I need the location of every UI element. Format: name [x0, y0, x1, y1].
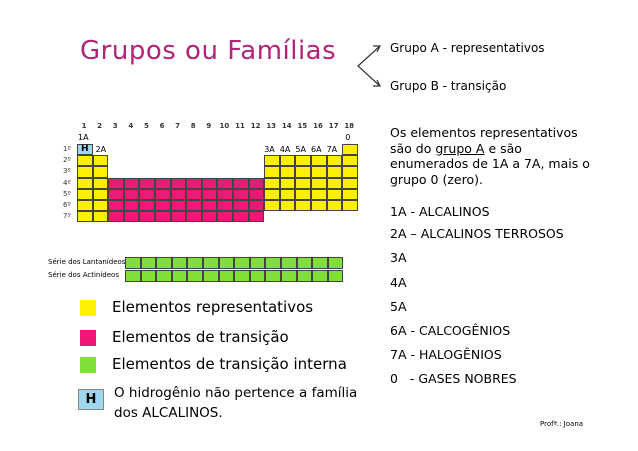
inner-transition-cell — [172, 257, 188, 269]
column-number: 18 — [344, 122, 355, 130]
element-cell — [108, 178, 124, 189]
element-cell — [77, 200, 93, 211]
element-cell — [264, 200, 280, 211]
element-cell — [217, 189, 233, 200]
inner-transition-cell — [234, 257, 250, 269]
inner-transition-cell — [281, 270, 297, 282]
inner-transition-cell — [141, 270, 157, 282]
element-cell — [342, 144, 358, 155]
column-number: 14 — [281, 122, 292, 130]
row-label: 7º — [63, 212, 71, 221]
element-cell — [155, 189, 171, 200]
element-cell — [171, 189, 187, 200]
family-item-6a: 6A - CALCOGÊNIOS — [390, 323, 511, 338]
element-cell — [327, 178, 343, 189]
legend-swatch-inner-transition — [80, 357, 96, 373]
inner-transition-cell — [156, 270, 172, 282]
column-number: 4 — [128, 122, 134, 130]
element-cell — [171, 200, 187, 211]
column-number: 7 — [175, 122, 181, 130]
family-item-0: 0 - GASES NOBRES — [390, 371, 517, 386]
element-cell — [264, 178, 280, 189]
legend-swatch-representative — [80, 300, 96, 316]
element-cell — [77, 178, 93, 189]
legend-transition: Elementos de transição — [112, 328, 289, 346]
inner-transition-cell — [250, 257, 266, 269]
column-number: 13 — [266, 122, 277, 130]
element-cell — [327, 166, 343, 177]
element-cell — [93, 189, 109, 200]
column-number: 6 — [159, 122, 165, 130]
page-title: Grupos ou Famílias — [80, 36, 337, 66]
column-number: 3 — [112, 122, 118, 130]
element-cell — [171, 211, 187, 222]
inner-transition-cell — [328, 257, 344, 269]
family-item-2a: 2A – ALCALINOS TERROSOS — [390, 226, 564, 241]
inner-transition-cell — [219, 270, 235, 282]
element-cell — [93, 166, 109, 177]
inner-transition-cell — [328, 270, 344, 282]
element-cell — [264, 155, 280, 166]
inner-transition-cell — [250, 270, 266, 282]
element-cell — [155, 200, 171, 211]
group-label-5a: 5A — [295, 145, 306, 154]
inner-transition-cell — [265, 257, 281, 269]
column-number: 11 — [235, 122, 245, 130]
description-part1: Os elementos representativos são do — [390, 125, 578, 156]
element-cell — [217, 178, 233, 189]
element-cell — [171, 178, 187, 189]
row-label: 3º — [63, 167, 71, 176]
row-label: 1º — [63, 145, 71, 153]
row-label: 4º — [63, 178, 71, 187]
element-cell — [264, 166, 280, 177]
inner-transition-cell — [281, 257, 297, 269]
column-number: 15 — [297, 122, 308, 130]
group-label-0: 0 — [345, 133, 351, 142]
element-cell — [342, 178, 358, 189]
element-cell — [295, 155, 311, 166]
actinide-series-label: Série dos Actinídeos — [48, 271, 119, 279]
element-cell — [202, 211, 218, 222]
column-number: 5 — [143, 122, 149, 130]
group-label-3a: 3A — [264, 145, 275, 154]
family-item-1a: 1A - ALCALINOS — [390, 204, 490, 219]
split-arrow-icon — [354, 44, 384, 88]
family-item-4a: 4A — [390, 275, 407, 290]
element-cell — [155, 211, 171, 222]
representative-description — [390, 125, 600, 187]
inner-transition-cell — [265, 270, 281, 282]
element-cell — [342, 155, 358, 166]
column-number: 1 — [81, 122, 87, 130]
element-cell — [139, 189, 155, 200]
inner-transition-cell — [219, 257, 235, 269]
element-cell — [342, 189, 358, 200]
element-cell — [327, 189, 343, 200]
group-label-2a: 2A — [95, 145, 107, 154]
element-cell — [139, 211, 155, 222]
element-cell — [77, 189, 93, 200]
group-label-1a: 1A — [78, 133, 89, 142]
column-number: 17 — [328, 122, 339, 130]
description-underlined: grupo A — [435, 140, 485, 156]
element-cell — [77, 211, 93, 222]
element-cell — [311, 166, 327, 177]
inner-transition-cell — [156, 257, 172, 269]
element-cell — [217, 211, 233, 222]
hydrogen-box: H — [78, 389, 104, 410]
inner-transition-cell — [172, 270, 188, 282]
element-cell — [249, 211, 265, 222]
family-item-3a: 3A — [390, 250, 407, 265]
element-cell — [186, 189, 202, 200]
inner-transition-cell — [203, 257, 219, 269]
element-cell — [233, 200, 249, 211]
group-label-6a: 6A — [311, 145, 322, 154]
element-cell — [311, 189, 327, 200]
legend-representative: Elementos representativos — [112, 298, 314, 316]
element-cell — [280, 178, 296, 189]
element-cell — [139, 200, 155, 211]
element-cell — [342, 166, 358, 177]
element-cell — [311, 178, 327, 189]
element-cell — [202, 189, 218, 200]
element-cell — [108, 189, 124, 200]
inner-transition-cell — [187, 270, 203, 282]
element-cell — [186, 200, 202, 211]
row-label: 6º — [63, 201, 71, 209]
element-cell — [249, 178, 265, 189]
author-credit: Profª.: Joana — [540, 420, 584, 428]
family-item-7a: 7A - HALOGÊNIOS — [390, 347, 502, 362]
element-cell — [124, 200, 140, 211]
element-cell — [93, 211, 109, 222]
column-number: 9 — [206, 122, 212, 130]
group-b-label: Grupo B - transição — [390, 79, 507, 93]
family-item-5a: 5A — [390, 299, 407, 314]
element-cell — [202, 178, 218, 189]
inner-transition-cell — [297, 270, 313, 282]
column-number: 16 — [313, 122, 323, 130]
hydrogen-note-line2: dos ALCALINOS. — [114, 405, 223, 421]
element-cell — [108, 200, 124, 211]
inner-transition-cell — [125, 270, 141, 282]
element-cell — [280, 166, 296, 177]
element-cell — [124, 178, 140, 189]
column-number: 8 — [190, 122, 196, 130]
description-part2: e são enumerados de 1A a 7A, mais o grupo 0 (zero). — [390, 140, 590, 187]
element-cell — [186, 211, 202, 222]
legend-inner-transition: Elementos de transição interna — [112, 355, 347, 373]
column-number: 2 — [97, 122, 103, 130]
element-cell — [280, 200, 296, 211]
inner-transition-cell — [312, 257, 328, 269]
inner-transition-cell — [141, 257, 157, 269]
row-label: 5º — [63, 189, 71, 198]
element-cell — [264, 189, 280, 200]
element-cell — [233, 211, 249, 222]
inner-transition-cell — [203, 270, 219, 282]
element-cell — [233, 189, 249, 200]
inner-transition-cell — [187, 257, 203, 269]
element-cell — [295, 200, 311, 211]
element-cell — [295, 178, 311, 189]
element-cell — [217, 200, 233, 211]
group-label-7a: 7A — [326, 145, 338, 154]
element-cell — [108, 211, 124, 222]
element-cell — [249, 189, 265, 200]
inner-transition-cell — [312, 270, 328, 282]
lanthanide-series-label: Série dos Lantanídeos — [48, 258, 126, 266]
hydrogen-note — [114, 383, 364, 423]
element-cell — [93, 155, 109, 166]
element-cell — [186, 178, 202, 189]
element-cell — [280, 189, 296, 200]
element-cell — [295, 166, 311, 177]
element-cell — [155, 178, 171, 189]
element-cell — [124, 189, 140, 200]
hydrogen-note-line1: O hidrogênio não pertence a família — [114, 385, 358, 401]
inner-transition-cell — [297, 257, 313, 269]
element-cell — [249, 200, 265, 211]
group-label-4a: 4A — [279, 145, 291, 154]
row-label: 2º — [63, 156, 71, 165]
element-cell — [77, 155, 93, 166]
element-cell — [202, 200, 218, 211]
inner-transition-cell — [234, 270, 250, 282]
element-cell — [327, 200, 343, 211]
element-cell — [124, 211, 140, 222]
column-number: 10 — [219, 122, 230, 130]
element-cell — [77, 166, 93, 177]
element-cell — [342, 200, 358, 211]
hydrogen-symbol: H — [81, 144, 89, 154]
element-cell — [139, 178, 155, 189]
legend-swatch-transition — [80, 330, 96, 346]
element-cell — [295, 189, 311, 200]
group-a-label: Grupo A - representativos — [390, 41, 545, 55]
element-cell — [327, 155, 343, 166]
element-cell — [311, 155, 327, 166]
column-number: 12 — [250, 122, 261, 130]
element-cell — [93, 178, 109, 189]
inner-transition-cell — [125, 257, 141, 269]
element-cell — [311, 200, 327, 211]
element-cell — [233, 178, 249, 189]
element-cell — [93, 200, 109, 211]
element-cell — [280, 155, 296, 166]
